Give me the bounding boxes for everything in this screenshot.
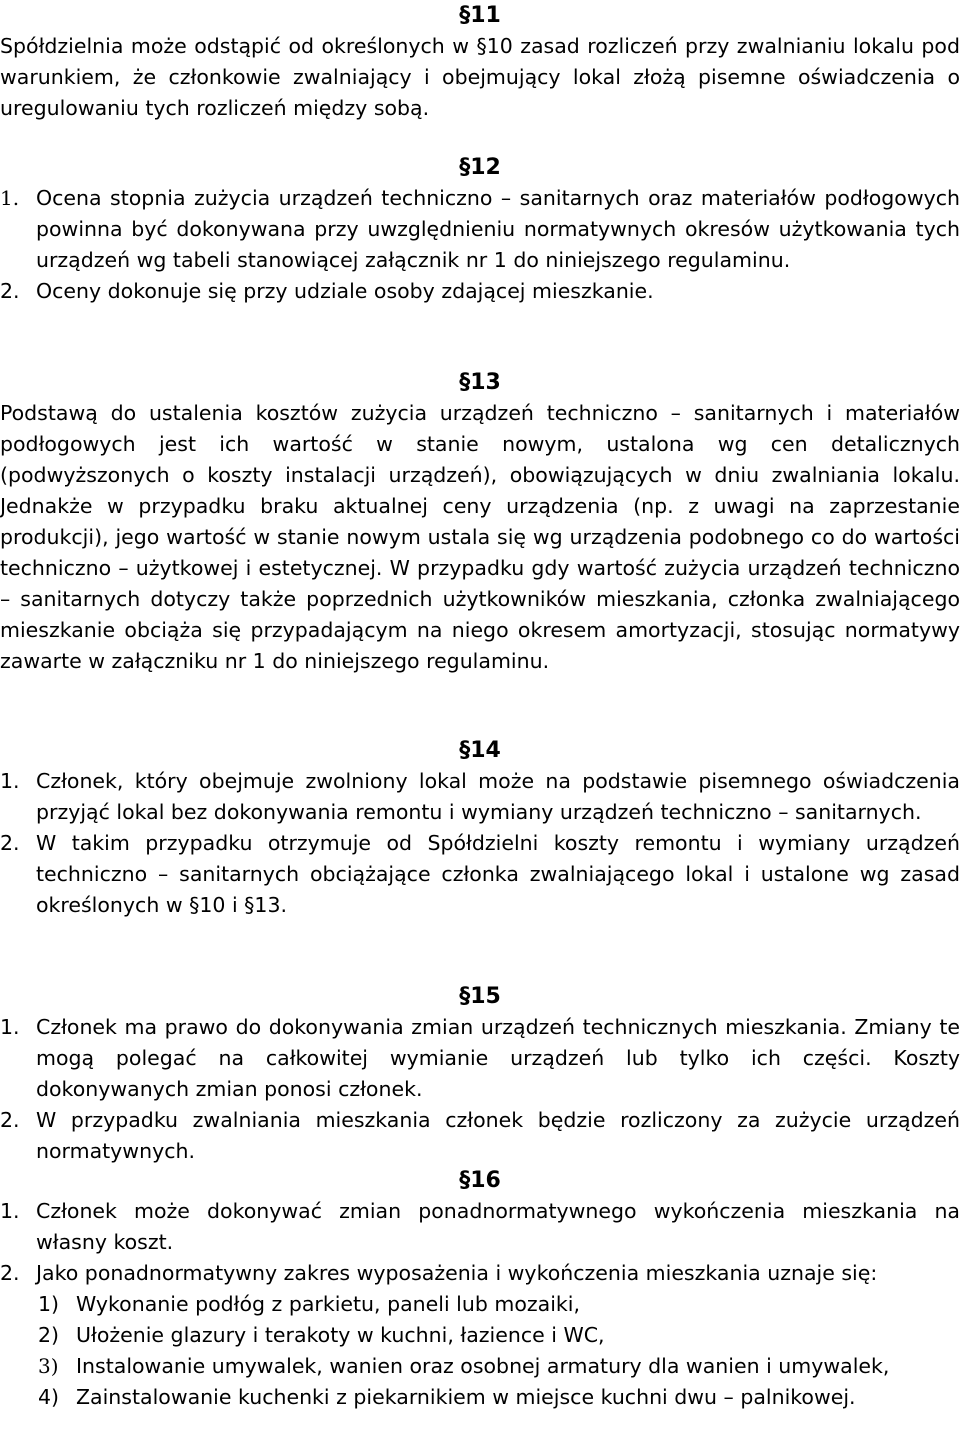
item-number: 2. [0,1261,20,1285]
section-paragraph: Podstawą do ustalenia kosztów zużycia urządzeń techniczno – sanitarnych i materiałów podłogowych jest ich wartość w stanie nowym, ustalona wg cen detalicznych (podwyższonych o koszty instalacji urządzeń), obowiązujących w dniu zwalniania lokalu. Jednakże w przypadku braku aktualnej ceny urządzenia (np. z uwagi na zaprzestanie produkcji), jego wartość w stanie nowym ustala się wg urządzenia podobnego co do wartości techniczno – użytkowej i estetycznej. W przypadku gdy wartość zużycia urządzeń techniczno – sanitarnych dotyczy także poprzednich użytkowników mieszkania, członka zwalniającego mieszkanie obciąża się przypadającym na niego okresem amortyzacji, stosując normatywy zawarte w załączniku nr 1 do niniejszego regulaminu. [0,401,960,673]
item-number: 1. [0,186,20,210]
section-heading: §13 [459,370,501,395]
list-item [0,183,960,276]
section-12 [0,152,960,307]
section-heading: §16 [459,1168,501,1193]
section-heading: §14 [459,738,501,763]
sub-item-text: Wykonanie podłóg z parkietu, paneli lub mozaiki, [76,1292,581,1316]
item-text: Członek, który obejmuje zwolniony lokal może na podstawie pisemnego oświadczenia przyjąć lokal bez dokonywania remontu i wymiany urządzeń techniczno – sanitarnych. [36,769,960,824]
sub-item-number: 2) [38,1323,60,1347]
list-item [0,276,960,307]
sub-item-number: 4) [38,1385,60,1409]
section-16 [0,1165,960,1413]
list-item [0,828,960,921]
item-text: Jako ponadnormatywny zakres wyposażenia i wykończenia mieszkania uznaje się: [36,1261,878,1285]
item-text: Członek ma prawo do dokonywania zmian urządzeń technicznych mieszkania. Zmiany te mogą polegać na całkowitej wymianie urządzeń lub tylko ich części. Koszty dokonywanych zmian ponosi członek. [36,1015,960,1101]
sub-item-text: Ułożenie glazury i terakoty w kuchni, łazience i WC, [76,1323,605,1347]
list-item [0,766,960,828]
list-item [0,1196,960,1258]
item-number: 1. [0,769,20,793]
section-14 [0,735,960,921]
sub-list-item [38,1320,960,1351]
list-item [0,1258,960,1289]
item-text: Ocena stopnia zużycia urządzeń techniczno – sanitarnych oraz materiałów podłogowych powinna być dokonywana przy uwzględnieniu normatywnych okresów użytkowania tych urządzeń wg tabeli stanowiącej załącznik nr 1 do niniejszego regulaminu. [36,186,960,272]
item-number: 2. [0,279,20,303]
sub-item-number: 1) [38,1292,60,1316]
item-number: 1. [0,1199,20,1223]
sub-list-item [38,1351,960,1382]
sub-list-item [38,1382,960,1413]
list-item [0,1105,960,1167]
item-number: 2. [0,831,20,855]
section-paragraph: Spółdzielnia może odstąpić od określonych w §10 zasad rozliczeń przy zwalnianiu lokalu pod warunkiem, że członkowie zwalniający i obejmujący lokal złożą pisemne oświadczenia o uregulowaniu tych rozliczeń między sobą. [0,34,960,120]
section-heading: §11 [459,3,501,28]
item-text: W przypadku zwalniania mieszkania członek będzie rozliczony za zużycie urządzeń normatywnych. [36,1108,960,1163]
sub-item-number: 3) [38,1354,59,1378]
section-heading: §12 [459,155,501,180]
list-item [0,1012,960,1105]
section-15 [0,981,960,1167]
sub-item-text: Instalowanie umywalek, wanien oraz osobnej armatury dla wanien i umywalek, [76,1354,890,1378]
item-text: Członek może dokonywać zmian ponadnormatywnego wykończenia mieszkania na własny koszt. [36,1199,960,1254]
sub-list-item [38,1289,960,1320]
item-text: W takim przypadku otrzymuje od Spółdzielni koszty remontu i wymiany urządzeń techniczno – sanitarnych obciążające członka zwalniającego lokal i ustalone wg zasad określonych w §10 i §13. [36,831,960,917]
item-number: 2. [0,1108,20,1132]
item-text: Oceny dokonuje się przy udziale osoby zdającej mieszkanie. [36,279,654,303]
section-heading: §15 [459,984,501,1009]
item-number: 1. [0,1015,20,1039]
section-11 [0,0,960,124]
sub-item-text: Zainstalowanie kuchenki z piekarnikiem w miejsce kuchni dwu – palnikowej. [76,1385,856,1409]
section-13 [0,367,960,677]
